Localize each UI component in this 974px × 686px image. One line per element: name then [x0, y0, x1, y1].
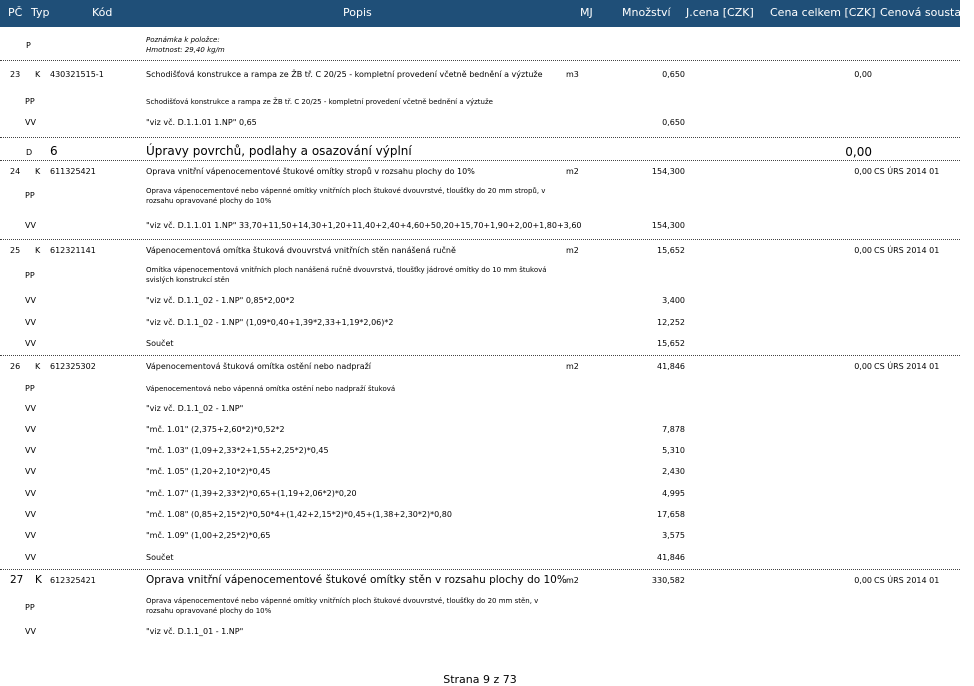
item-23-popis: Schodišťová konstrukce a rampa ze ŽB tř. C 20/25 - kompletní provedení včetně bednění a výztuže	[146, 70, 543, 79]
col-kod: Kód	[92, 6, 113, 19]
item-23-kod: 430321515-1	[50, 70, 104, 79]
item-25-vv-1-typ: VV	[25, 318, 36, 327]
row-separator	[0, 239, 960, 240]
item-26-vv-1: "mč. 1.01" (2,375+2,60*2)*0,52*2	[146, 425, 285, 434]
item-24-vv: "viz vč. D.1.1.01 1.NP" 33,70+11,50+14,30+1,20+11,40+2,40+4,60+50,20+15,70+1,90+2,00+1,80+3,60	[146, 221, 582, 230]
item-24-pp-typ: PP	[25, 191, 35, 200]
item-27-mj: m2	[566, 576, 579, 585]
item-26-vv-2-typ: VV	[25, 446, 36, 455]
item-25-mj: m2	[566, 246, 579, 255]
note-title: Poznámka k položce:	[146, 36, 220, 44]
item-26-vv-7-typ: VV	[25, 553, 36, 562]
item-23-typ: K	[35, 70, 41, 79]
item-26-vv-1-val: 7,878	[662, 425, 685, 434]
item-24-soustava: CS ÚRS 2014 01	[874, 167, 940, 176]
col-mnozstvi: Množství	[622, 6, 671, 19]
item-24-typ: K	[35, 167, 41, 176]
item-24-mnozstvi: 154,300	[651, 167, 685, 176]
section-num: 6	[50, 144, 58, 158]
item-26-vv-6: "mč. 1.09" (1,00+2,25*2)*0,65	[146, 531, 271, 540]
item-26-vv-4: "mč. 1.07" (1,39+2,33*2)*0,65+(1,19+2,06*2)*0,20	[146, 489, 357, 498]
item-26-vv-4-typ: VV	[25, 489, 36, 498]
item-23-mnozstvi: 0,650	[662, 70, 685, 79]
item-27-pp: Oprava vápenocementové nebo vápenné omítky vnitřních ploch štukové dvouvrstvé, tloušťky do 20 mm stěn, v rozsahu opravované plochy do 10%	[146, 597, 539, 615]
item-24-mj: m2	[566, 167, 579, 176]
item-23-mj: m3	[566, 70, 579, 79]
item-24-cena: 0,00	[854, 167, 872, 176]
item-27-pc: 27	[10, 574, 24, 586]
item-25-vv-1: "viz vč. D.1.1_02 - 1.NP" (1,09*0,40+1,39*2,33+1,19*2,06)*2	[146, 318, 394, 327]
item-25-mnozstvi: 15,652	[657, 246, 685, 255]
item-23-pp-typ: PP	[25, 97, 35, 106]
item-26-pc: 26	[10, 362, 21, 371]
item-23-vv-val: 0,650	[662, 118, 685, 127]
col-typ: Typ	[31, 6, 50, 19]
item-27-kod: 612325421	[50, 576, 96, 585]
item-25-popis: Vápenocementová omítka štuková dvouvrstvá vnitřních stěn nanášená ručně	[146, 246, 456, 255]
item-25-vv-2-val: 15,652	[657, 339, 685, 348]
col-pc: PČ	[8, 6, 23, 19]
row-separator	[0, 569, 960, 570]
item-26-soustava: CS ÚRS 2014 01	[874, 362, 940, 371]
item-25-vv-2-typ: VV	[25, 339, 36, 348]
item-25-kod: 612321141	[50, 246, 96, 255]
item-26-popis: Vápenocementová štuková omítka ostění nebo nadpraží	[146, 362, 372, 371]
item-26-kod: 612325302	[50, 362, 96, 371]
item-25-vv-0-val: 3,400	[662, 296, 685, 305]
item-26-vv-7-val: 41,846	[657, 553, 685, 562]
item-27-typ: K	[35, 574, 42, 586]
item-26-vv-7: Součet	[146, 553, 174, 562]
item-27-vv: "viz vč. D.1.1_01 - 1.NP"	[146, 627, 244, 636]
item-24-kod: 611325421	[50, 167, 96, 176]
item-23-cena: 0,00	[854, 70, 872, 79]
row-separator	[0, 137, 960, 138]
note-typ: P	[26, 41, 31, 50]
page-number: Strana 9 z 73	[443, 673, 517, 686]
item-27-soustava: CS ÚRS 2014 01	[874, 576, 940, 585]
table-header	[0, 0, 974, 27]
item-26-vv-3-typ: VV	[25, 467, 36, 476]
item-26-vv-5: "mč. 1.08" (0,85+2,15*2)*0,50*4+(1,42+2,15*2)*0,45+(1,38+2,30*2)*0,80	[146, 510, 452, 519]
item-26-vv-0: "viz vč. D.1.1_02 - 1.NP"	[146, 404, 244, 413]
item-25-cena: 0,00	[854, 246, 872, 255]
item-26-vv-4-val: 4,995	[662, 489, 685, 498]
col-cena-celkem: Cena celkem [CZK]	[770, 6, 876, 19]
item-26-vv-0-typ: VV	[25, 404, 36, 413]
item-24-pp: Oprava vápenocementové nebo vápenné omítky vnitřních ploch štukové dvouvrstvé, tloušťky do 20 mm stropů, v rozsahu opravované plochy do 10%	[146, 187, 546, 205]
item-25-vv-0-typ: VV	[25, 296, 36, 305]
item-23-vv-typ: VV	[25, 118, 36, 127]
item-24-vv-val: 154,300	[651, 221, 685, 230]
col-popis: Popis	[343, 6, 372, 19]
row-separator	[0, 60, 960, 61]
item-27-pp-typ: PP	[25, 603, 35, 612]
row-separator	[0, 355, 960, 356]
item-26-vv-3-val: 2,430	[662, 467, 685, 476]
row-separator	[0, 160, 960, 161]
item-23-vv: "viz vč. D.1.1.01 1.NP" 0,65	[146, 118, 257, 127]
section-title: Úpravy povrchů, podlahy a osazování výplní	[146, 144, 412, 158]
item-26-cena: 0,00	[854, 362, 872, 371]
section-typ: D	[26, 148, 33, 157]
item-26-vv-6-val: 3,575	[662, 531, 685, 540]
item-23-pp: Schodišťová konstrukce a rampa ze ŽB tř. C 20/25 - kompletní provedení včetně bednění a výztuže	[146, 98, 493, 106]
item-27-mnozstvi: 330,582	[651, 576, 685, 585]
item-26-vv-2-val: 5,310	[662, 446, 685, 455]
col-mj: MJ	[580, 6, 593, 19]
col-cenova-soustava: Cenová soustava	[880, 6, 974, 19]
item-26-mnozstvi: 41,846	[657, 362, 685, 371]
item-26-vv-1-typ: VV	[25, 425, 36, 434]
item-24-pc: 24	[10, 167, 21, 176]
item-26-vv-5-typ: VV	[25, 510, 36, 519]
item-25-pp-typ: PP	[25, 271, 35, 280]
item-26-vv-2: "mč. 1.03" (1,09+2,33*2+1,55+2,25*2)*0,45	[146, 446, 329, 455]
item-25-soustava: CS ÚRS 2014 01	[874, 246, 940, 255]
item-25-pp: Omítka vápenocementová vnitřních ploch nanášená ručně dvouvrstvá, tloušťky jádrové omítky do 10 mm štuková svislých konstrukcí stěn	[146, 266, 547, 284]
item-26-mj: m2	[566, 362, 579, 371]
item-24-popis: Oprava vnitřní vápenocementové štukové omítky stropů v rozsahu plochy do 10%	[146, 167, 475, 176]
item-25-pc: 25	[10, 246, 21, 255]
item-25-vv-2: Součet	[146, 339, 174, 348]
item-26-pp: Vápenocementová nebo vápenná omítka ostění nebo nadpraží štuková	[146, 385, 396, 393]
col-jcena: J.cena [CZK]	[686, 6, 754, 19]
section-total: 0,00	[845, 145, 872, 159]
item-25-vv-0: "viz vč. D.1.1_02 - 1.NP" 0,85*2,00*2	[146, 296, 295, 305]
item-25-vv-1-val: 12,252	[657, 318, 685, 327]
item-26-typ: K	[35, 362, 41, 371]
item-26-vv-5-val: 17,658	[657, 510, 685, 519]
item-23-pc: 23	[10, 70, 21, 79]
item-25-typ: K	[35, 246, 41, 255]
item-26-vv-6-typ: VV	[25, 531, 36, 540]
item-27-popis: Oprava vnitřní vápenocementové štukové omítky stěn v rozsahu plochy do 10%	[146, 574, 567, 586]
item-26-pp-typ: PP	[25, 384, 35, 393]
item-26-vv-3: "mč. 1.05" (1,20+2,10*2)*0,45	[146, 467, 271, 476]
item-27-vv-typ: VV	[25, 627, 36, 636]
item-24-vv-typ: VV	[25, 221, 36, 230]
item-27-cena: 0,00	[854, 576, 872, 585]
note-weight: Hmotnost: 29,40 kg/m	[146, 46, 225, 54]
